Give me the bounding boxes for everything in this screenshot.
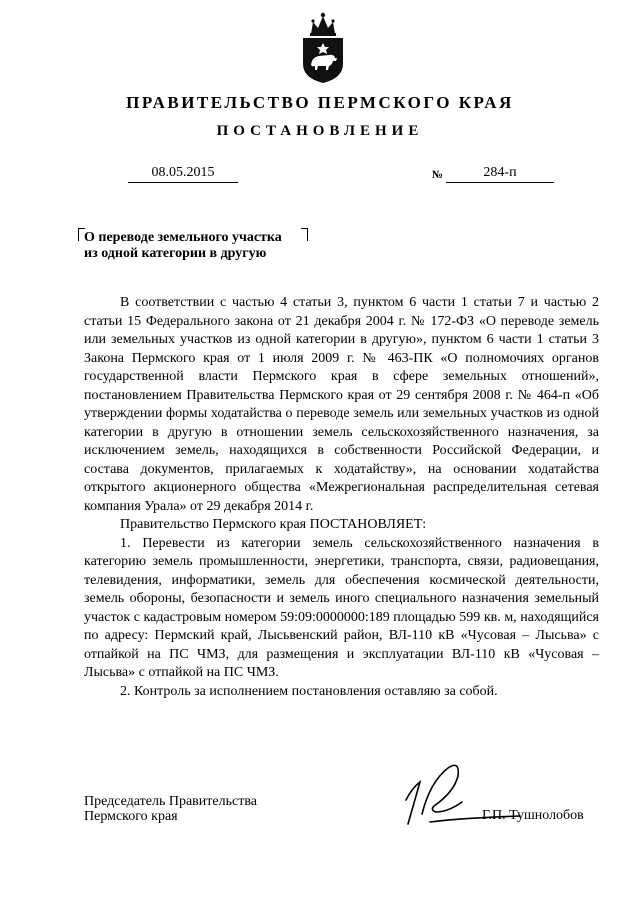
document-type-title: ПОСТАНОВЛЕНИЕ [216,123,424,139]
document-subject [84,230,314,262]
document-body [84,294,599,701]
body-paragraph-item-1: 1. Перевести из категории земель сельскохозяйственного назначения в категорию земель промышленности, энергетики, транспорта, связи, радиовещания, телевидения, информатики, земель для обеспечения космической деятельности, земель обороны, безопасности и земель иного специального назначения земельный участок с кадастровым номером 59:09:0000000:189 площадью 599 кв. м, находящийся по адресу: Пермский край, Лысьвенский район, ВЛ-110 кВ «Чусовая – Лысьва» с отпайкой на ПС ЧМЗ, для размещения и эксплуатации ВЛ-110 кВ «Чусовая – Лысьва» с отпайкой на ПС ЧМЗ. [84,535,599,680]
number-sign: № [432,169,444,181]
government-title: ПРАВИТЕЛЬСТВО ПЕРМСКОГО КРАЯ [126,93,514,112]
body-paragraph-resolves: Правительство Пермского края ПОСТАНОВЛЯЕТ: [120,517,427,532]
subject-line-1: О переводе земельного участка [84,230,282,245]
signer-title-line-1: Председатель Правительства [84,794,257,809]
signer-title [84,794,304,824]
coat-of-arms-emblem [299,10,347,84]
signer-name: Г.П. Тушнолобов [482,808,584,823]
document-number: 284-п [446,164,554,183]
subject-line-2: из одной категории в другую [84,246,267,261]
signer-title-line-2: Пермского края [84,809,178,824]
body-paragraph-preamble: В соответствии с частью 4 статьи 3, пунктом 6 части 1 статьи 7 и частью 2 статьи 15 Федерального закона от 21 декабря 2004 г. № 172-ФЗ «О переводе земель или земельных участков из одной категории в другую», пунктом 6 части 1 статьи 3 Закона Пермского края от 1 июля 2009 г. № 463-ПК «О полномочиях органов государственной власти Пермского края в сфере земельных отношений», постановлением Правительства Пермского края от 29 сентября 2008 г. № 464-п «Об утверждении формы ходатайства о переводе земель или земельных участков из одной категории в другую в отношении земель сельскохозяйственного назначения, за исключением земель, находящихся в собственности Российской Федерации, и состава документов, прилагаемых к ходатайству», на основании ходатайства открытого акционерного общества «Межрегиональная распределительная сетевая компания Урала» от 29 декабря 2014 г. [84,295,599,514]
document-date: 08.05.2015 [128,164,238,183]
body-paragraph-item-2: 2. Контроль за исполнением постановления оставляю за собой. [120,683,498,699]
